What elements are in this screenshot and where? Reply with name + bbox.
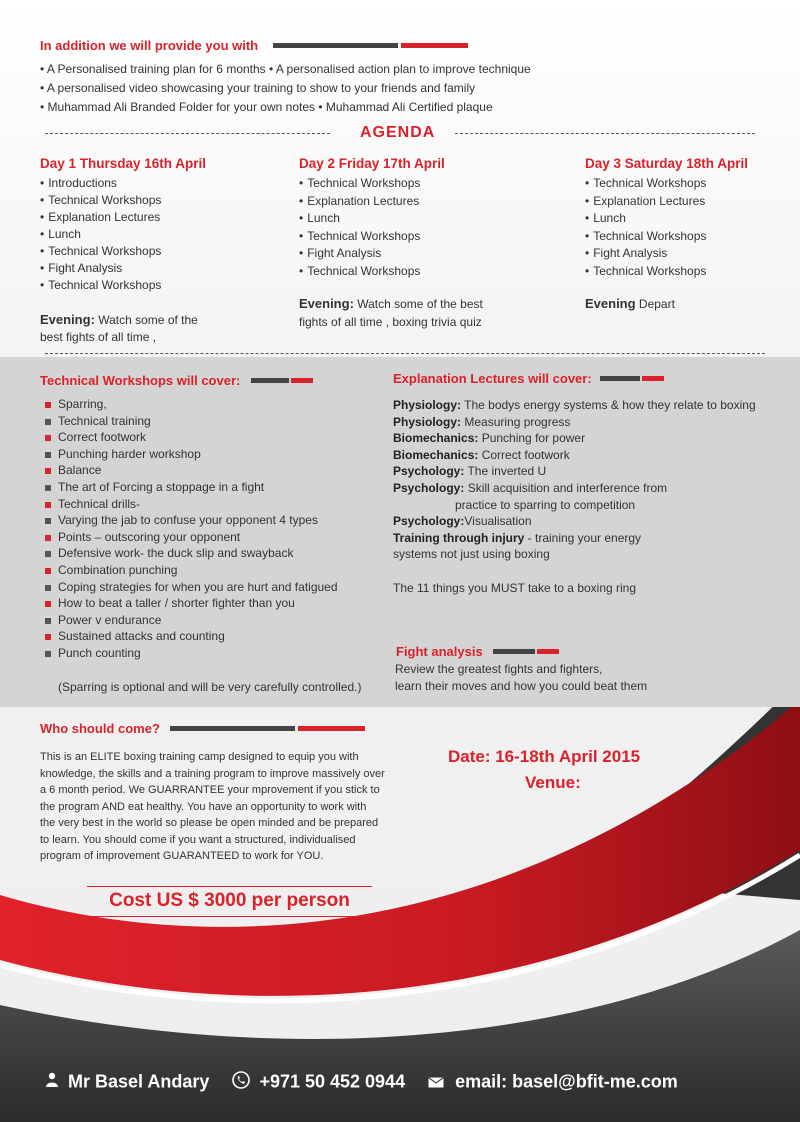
- contact-email[interactable]: email: basel@bfit-me.com: [455, 1071, 678, 1092]
- square-bullet-icon: [45, 601, 51, 607]
- agenda-item: • Technical Workshops: [585, 263, 795, 281]
- workshop-item: [40, 645, 380, 662]
- workshop-item-text: Defensive work- the duck slip and swayback: [58, 546, 294, 561]
- lecture-text: Visualisation: [464, 514, 532, 529]
- header-bars: [273, 37, 468, 55]
- square-bullet-icon: [45, 452, 51, 458]
- lectures-title: Explanation Lectures will cover:: [393, 371, 592, 387]
- workshops-title: Technical Workshops will cover:: [40, 373, 241, 389]
- lecture-row: [393, 530, 793, 547]
- agenda-item: • Fight Analysis: [299, 245, 559, 263]
- lectures-header: [393, 370, 664, 388]
- lecture-text: Skill acquisition and interference from: [464, 480, 668, 495]
- agenda-item: • Technical Workshops: [40, 243, 280, 260]
- evening-label: Evening:: [299, 295, 354, 311]
- header-bars: [170, 720, 365, 738]
- lecture-text: - training your energy: [524, 530, 642, 545]
- cost-box: [87, 886, 372, 917]
- who-line: knowledge, the skills and a training program to improve massively over: [40, 767, 385, 780]
- workshop-item-text: Sparring,: [58, 397, 107, 411]
- provide-header: [40, 37, 468, 55]
- divider: [455, 133, 755, 134]
- evening-text: Watch some of the best: [353, 296, 483, 311]
- event-date: Date: 16-18th April 2015: [448, 747, 641, 766]
- workshop-item-text: Balance: [58, 463, 102, 478]
- lecture-row: [393, 447, 793, 464]
- day-title: Day 3 Saturday 18th April: [585, 156, 749, 171]
- mail-icon: [428, 1072, 444, 1093]
- evening-note: [585, 295, 795, 313]
- lecture-label: Physiology:: [393, 414, 462, 429]
- workshop-item-text: How to beat a taller / shorter fighter than you: [58, 596, 295, 611]
- square-bullet-icon: [45, 419, 51, 425]
- provide-title: In addition we will provide you with: [40, 38, 259, 54]
- lecture-text: The bodys energy systems & how they relate to boxing: [461, 398, 756, 412]
- lecture-text: Measuring progress: [461, 414, 571, 429]
- day-title: Day 1 Thursday 16th April: [40, 156, 207, 171]
- evening-text: Depart: [635, 296, 675, 311]
- agenda-item: • Fight Analysis: [40, 260, 280, 277]
- workshops-list: [40, 396, 380, 662]
- workshop-item-text: Technical training: [58, 413, 151, 428]
- evening-note: [40, 311, 280, 346]
- workshop-item-text: Coping strategies for when you are hurt and fatigued: [58, 579, 338, 594]
- square-bullet-icon: [45, 518, 51, 524]
- agenda-item: • Explanation Lectures: [40, 209, 280, 226]
- evening-note: [299, 295, 559, 331]
- square-bullet-icon: [45, 585, 51, 591]
- lecture-label: Biomechanics:: [393, 431, 479, 446]
- who-text: [40, 749, 420, 865]
- contact-name: Mr Basel Andary: [68, 1071, 210, 1092]
- lecture-row: [393, 513, 793, 530]
- who-line: a 6 month period. We GUARRANTEE your mprovement if you stick to: [40, 784, 380, 796]
- lecture-row: [393, 414, 793, 431]
- agenda-item: • Introductions: [40, 175, 280, 192]
- workshop-item: [40, 628, 380, 645]
- workshop-item: [40, 446, 380, 463]
- evening-label: Evening:: [40, 312, 95, 327]
- square-bullet-icon: [45, 634, 51, 640]
- who-line: the program AND eat healthy. You have an opportunity to work with: [40, 800, 367, 813]
- lecture-label: Physiology:: [393, 398, 462, 412]
- workshop-item: [40, 512, 380, 529]
- agenda-item: • Technical Workshops: [585, 175, 795, 193]
- agenda-item: • Lunch: [299, 210, 559, 228]
- workshop-item: [40, 413, 380, 430]
- cost-text: Cost US $ 3000 per person: [109, 890, 350, 911]
- lecture-label: Psychology:: [393, 464, 465, 479]
- square-bullet-icon: [45, 651, 51, 657]
- day-1: [40, 156, 280, 346]
- workshop-item: [40, 396, 380, 413]
- workshop-item-text: Punch counting: [58, 645, 141, 660]
- lecture-text: The inverted U: [464, 464, 547, 479]
- fight-text: [395, 661, 647, 695]
- evening-text2: best fights of all time ,: [40, 330, 157, 344]
- agenda-item: • Explanation Lectures: [585, 193, 795, 211]
- footer-contact: [45, 1071, 678, 1094]
- provide-list: [40, 60, 531, 117]
- agenda-item: • Technical Workshops: [299, 263, 559, 281]
- square-bullet-icon: [45, 485, 51, 491]
- agenda-item: • Technical Workshops: [585, 228, 795, 246]
- who-line: to learn. You should come if you want a structured, individualised: [40, 833, 356, 846]
- lecture-row: [393, 546, 793, 563]
- square-bullet-icon: [45, 402, 51, 408]
- lecture-row: [393, 480, 793, 497]
- lecture-text: practice to sparring to competition: [455, 497, 636, 512]
- day-title: Day 2 Friday 17th April: [299, 156, 445, 171]
- provide-line: • A personalised video showcasing your training to show to your friends and family: [40, 81, 476, 95]
- agenda-item: • Explanation Lectures: [299, 193, 559, 211]
- lecture-text: Punching for power: [478, 431, 586, 446]
- square-bullet-icon: [45, 435, 51, 441]
- header-bars: [600, 370, 664, 388]
- lectures-list: [393, 397, 793, 563]
- workshop-item-text: Punching harder workshop: [58, 446, 201, 461]
- workshop-item-text: Varying the jab to confuse your opponent 4 types: [58, 513, 318, 528]
- provide-line: • A Personalised training plan for 6 months • A personalised action plan to improve technique: [40, 62, 531, 76]
- square-bullet-icon: [45, 618, 51, 624]
- workshop-item-text: Correct footwork: [58, 430, 147, 445]
- fight-title: Fight analysis: [396, 644, 483, 660]
- workshop-item: [40, 529, 380, 546]
- square-bullet-icon: [45, 535, 51, 541]
- workshop-item-text: Combination punching: [58, 562, 178, 577]
- fight-header: [396, 643, 559, 661]
- divider: [45, 133, 330, 134]
- square-bullet-icon: [45, 502, 51, 508]
- agenda-item: • Lunch: [40, 226, 280, 243]
- workshop-item: [40, 545, 380, 562]
- workshop-item-text: The art of Forcing a stoppage in a fight: [58, 479, 265, 494]
- header-bars: [251, 372, 313, 390]
- workshop-item: [40, 579, 380, 596]
- workshop-item-text: Sustained attacks and counting: [58, 629, 225, 644]
- fight-line: Review the greatest fights and fighters,: [395, 662, 603, 676]
- square-bullet-icon: [45, 551, 51, 557]
- contact-phone[interactable]: +971 50 452 0944: [259, 1071, 406, 1092]
- sparring-note: (Sparring is optional and will be very carefully controlled.): [58, 680, 362, 694]
- workshop-item: [40, 595, 380, 612]
- who-header: [40, 720, 365, 738]
- square-bullet-icon: [45, 568, 51, 574]
- lecture-label: Biomechanics:: [393, 447, 479, 462]
- agenda-item: • Technical Workshops: [299, 175, 559, 193]
- day-2: [299, 156, 559, 331]
- agenda-title: AGENDA: [360, 124, 436, 141]
- workshop-item-text: Technical drills-: [58, 496, 141, 511]
- lecture-label: Psychology:: [393, 480, 465, 495]
- person-icon: [45, 1072, 59, 1093]
- lecture-label: Psychology:: [393, 514, 465, 529]
- lecture-label: Training through injury: [393, 530, 525, 545]
- workshops-header: [40, 372, 313, 390]
- who-title: Who should come?: [40, 721, 160, 737]
- workshop-item: [40, 612, 380, 629]
- agenda-item: • Technical Workshops: [40, 277, 280, 294]
- agenda-item: • Technical Workshops: [40, 192, 280, 209]
- workshop-item: [40, 429, 380, 446]
- event-venue: Venue:: [525, 773, 581, 792]
- fight-line: learn their moves and how you could beat them: [395, 679, 648, 693]
- lecture-text: systems not just using boxing: [393, 547, 550, 562]
- lecture-text: Correct footwork: [478, 447, 570, 462]
- agenda-item: • Technical Workshops: [299, 228, 559, 246]
- divider: [45, 353, 765, 354]
- workshop-item: [40, 496, 380, 513]
- workshop-item: [40, 562, 380, 579]
- evening-text2: fights of all time , boxing trivia quiz: [299, 314, 482, 329]
- evening-label: Evening: [585, 295, 636, 311]
- square-bullet-icon: [45, 468, 51, 474]
- who-line: This is an ELITE boxing training camp designed to equip you with: [40, 751, 359, 763]
- workshop-item-text: Power v endurance: [58, 612, 162, 627]
- lectures-extra: The 11 things you MUST take to a boxing ring: [393, 581, 637, 595]
- day-3: [585, 156, 795, 313]
- lecture-row: [393, 463, 793, 480]
- phone-icon: [232, 1071, 250, 1094]
- lecture-row: [393, 497, 793, 514]
- agenda-item: • Lunch: [585, 210, 795, 228]
- workshop-item: [40, 462, 380, 479]
- who-line: program of improvement GUARANTEED to work for YOU.: [40, 850, 324, 862]
- provide-line: • Muhammad Ali Branded Folder for your own notes • Muhammad Ali Certified plaque: [40, 100, 493, 114]
- workshop-item: [40, 479, 380, 496]
- header-bars: [493, 643, 559, 661]
- lecture-row: [393, 430, 793, 447]
- lecture-row: [393, 397, 793, 414]
- workshop-item-text: Points – outscoring your opponent: [58, 529, 241, 544]
- who-line: the very best in the world so please be open minded and be prepared: [40, 817, 379, 829]
- agenda-item: • Fight Analysis: [585, 245, 795, 263]
- evening-text: Watch some of the: [94, 313, 198, 327]
